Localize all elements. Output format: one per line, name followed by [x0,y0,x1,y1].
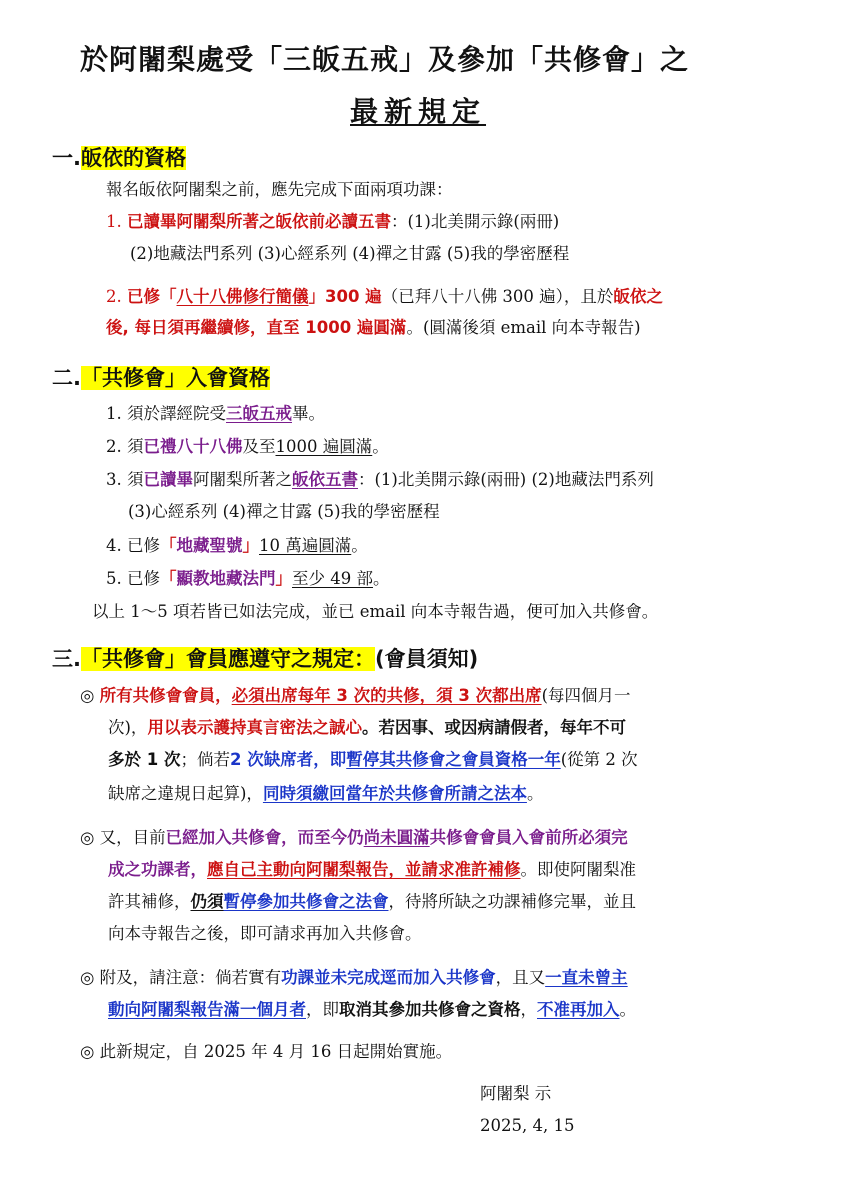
para-highlight-underlined: 必須出席每年 3 次的共修，須 3 次都出席 [231,686,542,705]
para-text: 又，目前 [99,828,166,847]
item-text: 4. 已修 [106,536,160,555]
section-2-item-3 [106,468,654,492]
section-3-para-1-line4 [108,782,543,806]
section-3-title: 「共修會」會員應遵守之規定： [80,647,375,671]
item-text: ：(1)北美開示錄(兩冊) (2)地藏法門系列 [358,470,654,489]
page-subtitle: 最新規定 [350,95,487,128]
bullet-icon: ◎ [80,828,95,847]
item-highlight-underlined: 八十八佛修行簡儀 [176,287,309,306]
para-highlight-blue: ，即 [313,750,347,769]
para-text: ；倘若 [180,750,230,769]
item-highlight: 已禮八十八佛 [143,437,243,456]
section-2-item-5 [106,567,390,591]
section-1-intro: 報名皈依阿闍梨之前，應先完成下面兩項功課： [106,180,453,199]
para-text-bold: 取消其參加共修會之資格 [339,1000,521,1019]
bullet-icon: ◎ [80,968,95,987]
para-text-bold: 。若因事、或因病請假者，每年不可 [361,718,626,737]
item-underlined: 1000 遍圓滿 [275,437,373,456]
section-3-para-4 [80,1040,452,1064]
section-3-para-2-line3 [108,890,636,914]
item-text: 畢。 [292,404,325,423]
item-number: 2. [106,287,122,306]
section-1-item-1-books: (2)地藏法門系列 (3)心經系列 (4)禪之甘露 (5)我的學密歷程 [130,244,570,263]
section-3-number: 三. [52,647,81,671]
item-quote: 「 [160,569,177,588]
para-highlight-blue-underlined: 暫停參加共修會之法會 [223,892,389,911]
para-text: ， [520,1000,537,1019]
para-highlight-underlined: 尚未圓滿 [363,828,430,847]
para-highlight-blue-underlined: 動向阿闍梨報告滿一個月者 [108,1000,306,1019]
para-text: 附及，請注意：倘若實有 [99,968,282,987]
para-text: ，待將所缺之功課補修完畢，並且 [388,892,636,911]
para-highlight: 共修會會員入會前所必須完 [429,828,628,847]
para-text: 許其補修， [108,892,191,911]
item-highlight: 已修「 [127,287,177,306]
bullet-icon: ◎ [80,686,95,705]
para-highlight-blue-underlined: 同時須繳回當年於共修會所請之法本 [262,784,527,803]
section-2-item-1 [106,402,325,426]
item-text: 。 [373,569,390,588]
item-highlight: 三皈五戒 [226,404,292,423]
item-highlight: 皈依之 [613,287,663,306]
section-2-item-2 [106,435,389,459]
para-highlight-underlined: 應自己主動向阿闍梨報告，並請求准許補修 [207,860,521,879]
section-3-para-2 [80,826,628,850]
signature-date: 2025, 4, 15 [480,1116,575,1135]
para-highlight: 所有共修會會員， [99,686,232,705]
item-text: 。 [351,536,368,555]
signature-name: 阿闍梨 示 [480,1084,552,1103]
section-2-item-3-books: (3)心經系列 (4)禪之甘露 (5)我的學密歷程 [128,502,440,521]
section-3-para-1-line2 [108,716,626,740]
section-3-para-1-line3 [108,748,638,772]
section-3-title-tail: (會員須知) [374,647,479,671]
item-highlight: 顯教地藏法門 [176,569,276,588]
item-number: 1. [106,212,122,231]
para-text: 缺席之違規日起算)， [108,784,263,803]
section-2-title: 「共修會」入會資格 [80,366,270,390]
section-2-summary: 以上 1～5 項若皆已如法完成，並已 email 向本寺報告過，便可加入共修會。 [92,602,659,621]
item-underlined: 至少 49 部 [292,569,373,588]
para-text: 次)， [108,718,148,737]
section-1-item-1 [106,210,559,234]
item-highlight: 」300 遍 [308,287,382,306]
section-3-para-1 [80,684,631,708]
section-1-heading [52,142,186,172]
item-text: 1. 須於譯經院受 [106,404,226,423]
section-3-para-2-line2 [108,858,636,882]
para-highlight: 已經加入共修會，而至今仍 [165,828,364,847]
item-text: （已拜八十八佛 300 遍），且於 [381,287,614,306]
section-1-title: 皈依的資格 [80,146,186,170]
para-text-bold: 仍須 [190,892,224,911]
item-text: 。 [372,437,389,456]
section-2-heading [52,362,270,392]
section-1-item-2 [106,285,663,309]
item-text: 及至 [242,437,276,456]
item-highlight: 後, 每日須再繼續修，直至 1000 遍圓滿 [106,318,407,337]
para-text: 。 [526,784,544,803]
item-text: 5. 已修 [106,569,160,588]
item-quote: 」 [275,569,292,588]
item-quote: 」 [242,536,259,555]
para-text: ，且又 [495,968,546,987]
para-text: 。即使阿闍梨准 [520,860,636,879]
para-highlight: 用以表示護持真言密法之誠心 [147,718,362,737]
para-text: ，即 [306,1000,339,1019]
section-1-number: 一. [52,146,81,170]
section-1-item-2-line2 [106,316,641,340]
item-text: 。(圓滿後須 email 向本寺報告) [406,318,641,337]
section-3-para-3 [80,966,628,990]
para-highlight-blue-underlined: 一直未曾主 [545,968,628,987]
item-highlight: 地藏聖號 [176,536,243,555]
para-text: (每四個月一 [541,686,631,705]
item-highlight: 已讀畢阿闍梨所著之皈依前必讀五書 [127,212,391,231]
item-text: ：(1)北美開示錄(兩冊) [391,212,560,231]
para-text: 此新規定，自 2025 年 4 月 16 日起開始實施。 [99,1042,453,1061]
section-3-para-3-line2 [108,998,636,1022]
section-2-item-4 [106,534,368,558]
para-text: (從第 2 次 [560,750,638,769]
para-highlight-blue-underlined: 不准再加入 [537,1000,620,1019]
item-highlight: 皈依五書 [292,470,358,489]
para-highlight-blue: 功課並未完成逕而加入共修會 [281,968,496,987]
para-highlight-blue-underlined: 暫停其共修會之會員資格一年 [346,750,561,769]
section-3-para-2-line4: 向本寺報告之後，即可請求再加入共修會。 [108,924,422,943]
page-title: 於阿闍梨處受「三皈五戒」及參加「共修會」之 [80,43,690,76]
item-text: 3. 須 [106,470,144,489]
item-text: 2. 須 [106,437,144,456]
section-2-number: 二. [52,366,81,390]
item-underlined: 10 萬遍圓滿 [259,536,352,555]
para-text-bold: 多於 1 次 [108,750,181,769]
bullet-icon: ◎ [80,1042,95,1061]
item-quote: 「 [160,536,177,555]
item-highlight: 已讀畢 [143,470,193,489]
para-text: 。 [619,1000,636,1019]
para-highlight-blue: 2 次缺席者 [229,750,314,769]
section-3-heading [52,643,478,673]
item-text: 阿闍梨所著之 [193,470,292,489]
para-highlight: 成之功課者， [108,860,207,879]
